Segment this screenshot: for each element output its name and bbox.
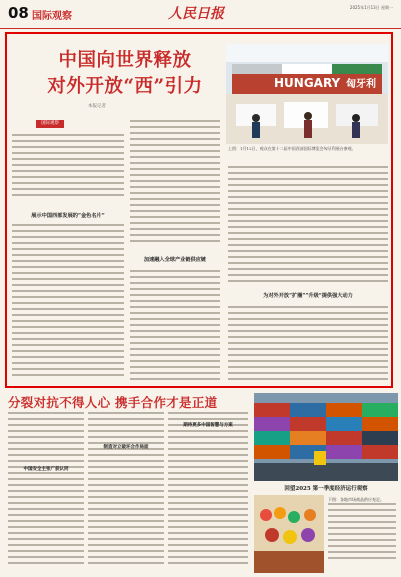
subhead-3: 为对外开放“扩圈”“升级”提供强大动力 xyxy=(263,293,353,299)
photo-caption: 上图：1月12日，观众在第十二届中国西部国际博览会匈牙利展台参观。 xyxy=(228,146,356,151)
article-column-1 xyxy=(12,134,124,204)
article-column-2b xyxy=(130,270,220,384)
masthead xyxy=(0,0,401,29)
port-photo[interactable] xyxy=(254,393,398,481)
market-caption-block xyxy=(328,497,396,571)
headline-line-2: 对外开放“西”引力 xyxy=(47,76,203,97)
hungary-sign-text: HUNGARY xyxy=(274,76,341,90)
headline-line-1: 中国向世界释放 xyxy=(58,50,192,71)
market-photo[interactable] xyxy=(254,495,324,573)
second-headline[interactable]: 分裂对抗不得人心 携手合作才是正道 xyxy=(8,395,218,410)
second-subhead-3: 期待更多中国智慧与方案 xyxy=(183,423,233,428)
section-tag: 国际观察 xyxy=(36,120,64,128)
byline: 本报记者 xyxy=(88,104,106,109)
second-subhead-2: 制造对立破坏合作局面 xyxy=(103,445,149,450)
section-name: 国际观察 xyxy=(32,11,72,22)
expo-hall-illustration xyxy=(226,44,388,144)
subhead-1: 展示中国西部发展的“金色名片” xyxy=(31,213,105,219)
market-caption: 下图：各地市场商品供应充足。 xyxy=(328,497,384,502)
second-column-1 xyxy=(8,412,84,572)
article-column-3 xyxy=(228,166,388,284)
second-column-3 xyxy=(168,412,248,572)
subhead-2: 加速融入全球产业链供应链 xyxy=(143,257,207,263)
article-column-2 xyxy=(130,120,220,248)
container-stack-illustration xyxy=(254,393,398,481)
hungary-sign-cn: 匈牙利 xyxy=(346,79,376,90)
feature-headline[interactable] xyxy=(30,48,220,100)
paper-logo: 人民日报 xyxy=(168,6,224,22)
market-stall-illustration xyxy=(254,495,324,573)
port-photo-caption: 回望2025 第一季度经济运行观察 xyxy=(284,486,368,492)
feature-photo[interactable] xyxy=(226,44,388,144)
second-subhead-1: 中国安全主张广获认同 xyxy=(23,467,69,472)
header-meta: 2025年1月13日 星期一 xyxy=(349,5,393,10)
article-column-3b xyxy=(228,306,388,384)
article-column-1b xyxy=(12,224,124,384)
second-column-2 xyxy=(88,412,164,572)
page-number: 08 xyxy=(8,4,29,22)
